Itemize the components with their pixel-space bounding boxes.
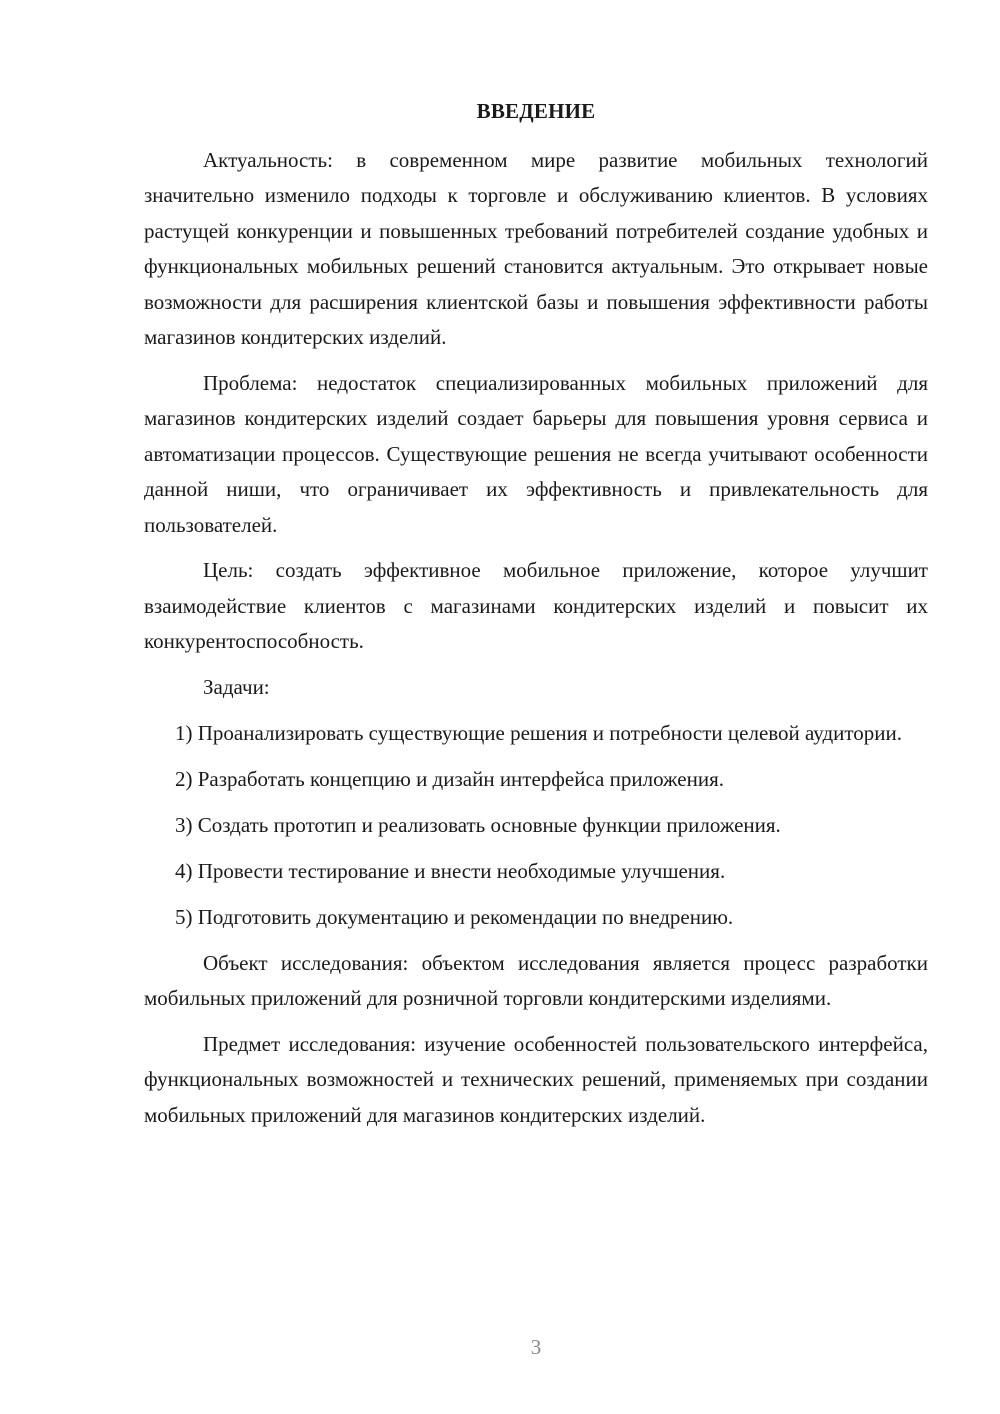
task-item: 2) Разработать концепцию и дизайн интерфейса приложения. — [175, 767, 724, 791]
task-item: 3) Создать прототип и реализовать основные функции приложения. — [175, 812, 781, 837]
page-content — [144, 95, 928, 1144]
subject-paragraph: Предмет исследования: изучение особенностей пользовательского интерфейса, функциональных возможностей и технических решений, применяемых при создании мобильных приложений для магазинов кондитерских изделий. — [144, 1031, 928, 1127]
tasks-heading: Задачи: — [203, 675, 270, 700]
task-item: 4) Провести тестирование и внести необходимые улучшения. — [175, 858, 726, 883]
goal-paragraph: Цель: создать эффективное мобильное приложение, которое улучшит взаимодействие клиентов с магазинами кондитерских изделий и повысит их конкурентоспособность. — [144, 558, 928, 654]
object-paragraph: Объект исследования: объектом исследования является процесс разработки мобильных приложений для розничной торговли кондитерскими изделиями. — [144, 950, 928, 1011]
task-item: 1) Проанализировать существующие решения и потребности целевой аудитории. — [175, 721, 903, 746]
task-item: 5) Подготовить документацию и рекомендации по внедрению. — [175, 904, 734, 929]
problem-paragraph: Проблема: недостаток специализированных мобильных приложений для магазинов кондитерских изделий создает барьеры для повышения уровня сервиса и автоматизации процессов. Существующие решения не всегда учитывают особенности данной ниши, что ограничивает их эффективность и привлекательность для пользователей. — [144, 370, 928, 537]
relevance-paragraph: Актуальность: в современном мире развитие мобильных технологий значительно изменило подходы к торговле и обслуживанию клиентов. В условиях растущей конкуренции и повышенных требований потребителей создание удобных и функциональных мобильных решений становится актуальным. Это открывает новые возможности для расширения клиентской базы и повышения эффективности работы магазинов кондитерских изделий. — [144, 148, 928, 350]
tasks-list — [144, 716, 928, 935]
page-number: 3 — [530, 1335, 542, 1359]
section-title: ВВЕДЕНИЕ — [476, 99, 596, 123]
